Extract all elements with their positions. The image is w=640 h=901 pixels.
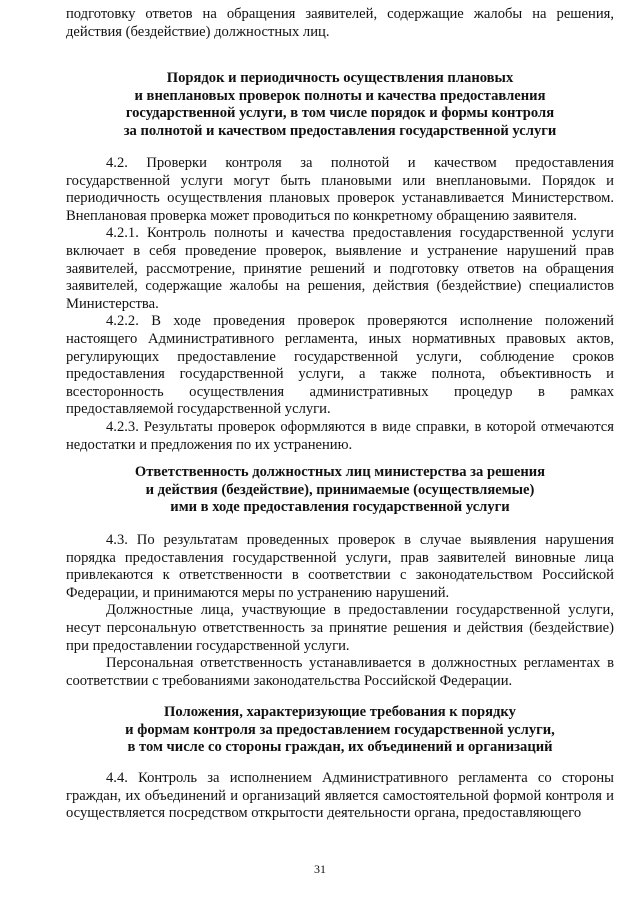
paragraph-4-3: 4.3. По результатам проведенных проверок в случае выявления нарушения порядка предоставления государственной услуги, прав заявителей виновные лица привлекаются к ответственности в соответствии с законодательством Российской Федерации, и принимаются меры по устранению нарушений. bbox=[66, 532, 614, 601]
section-body-inspections bbox=[66, 155, 614, 454]
heading-line: и внеплановых проверок полноты и качества предоставления bbox=[134, 87, 546, 104]
paragraph-4-2-1: 4.2.1. Контроль полноты и качества предоставления государственной услуги включает в себя проведение проверок, выявление и устранение нарушений прав заявителей, рассмотрение, принятие решений и подготовку ответов на обращения заявителей, содержащие жалобы на решения, действия (бездействие) специалистов Министерства. bbox=[66, 225, 614, 312]
section-heading-inspections bbox=[66, 70, 614, 140]
heading-line: государственной услуги, в том числе порядок и формы контроля bbox=[125, 105, 555, 121]
section-heading-control-forms bbox=[66, 704, 614, 757]
heading-line: за полнотой и качеством предоставления государственной услуги bbox=[123, 122, 557, 139]
heading-line: Ответственность должностных лиц министерства за решения bbox=[134, 464, 546, 480]
section-body-responsibility bbox=[66, 532, 614, 690]
paragraph-4-2-3: 4.2.3. Результаты проверок оформляются в виде справки, в которой отмечаются недостатки и предложения по их устранению. bbox=[66, 418, 614, 453]
paragraph-officials: Должностные лица, участвующие в предоставлении государственной услуги, несут персональную ответственность за принятие решения и действия (бездействие) при предоставлении государственной услуги. bbox=[66, 602, 614, 654]
heading-line: и действия (бездействие), принимаемые (осуществляемые) bbox=[145, 481, 535, 498]
page-number: 31 bbox=[314, 862, 326, 876]
heading-line: в том числе со стороны граждан, их объединений и организаций bbox=[127, 739, 553, 755]
section-body-control-forms bbox=[66, 770, 614, 823]
heading-line: и формам контроля за предоставлением государственной услуги, bbox=[125, 721, 555, 738]
intro-paragraph: подготовку ответов на обращения заявителей, содержащие жалобы на решения, действия (бездействие) должностных лиц. bbox=[66, 6, 614, 40]
heading-line: ими в ходе предоставления государственной услуги bbox=[170, 499, 510, 515]
paragraph-4-4: 4.4. Контроль за исполнением Административного регламента со стороны граждан, их объединений и организаций является самостоятельной формой контроля и осуществляется посредством открытости деятельности органа, предоставляющего bbox=[66, 770, 614, 822]
paragraph-4-2-2: 4.2.2. В ходе проведения проверок проверяются исполнение положений настоящего Административного регламента, иных нормативных правовых актов, регулирующих предоставление государственной услуги, соблюдение сроков предоставления государственной услуги, а также полнота, объективность и всесторонность осуществления административных процедур в рамках предоставляемой государственной услуги. bbox=[66, 313, 614, 418]
paragraph-personal-responsibility: Персональная ответственность устанавливается в должностных регламентах в соответствии с требованиями законодательства Российской Федерации. bbox=[66, 655, 614, 689]
paragraph-4-2: 4.2. Проверки контроля за полнотой и качеством предоставления государственной услуги могут быть плановыми или внеплановыми. Порядок и периодичность осуществления плановых проверок устанавливается Министерством. Внеплановая проверка может проводиться по конкретному обращению заявителя. bbox=[66, 155, 614, 224]
section-heading-responsibility bbox=[66, 464, 614, 517]
heading-line: Положения, характеризующие требования к порядку bbox=[164, 704, 516, 720]
heading-line: Порядок и периодичность осуществления плановых bbox=[166, 70, 514, 86]
